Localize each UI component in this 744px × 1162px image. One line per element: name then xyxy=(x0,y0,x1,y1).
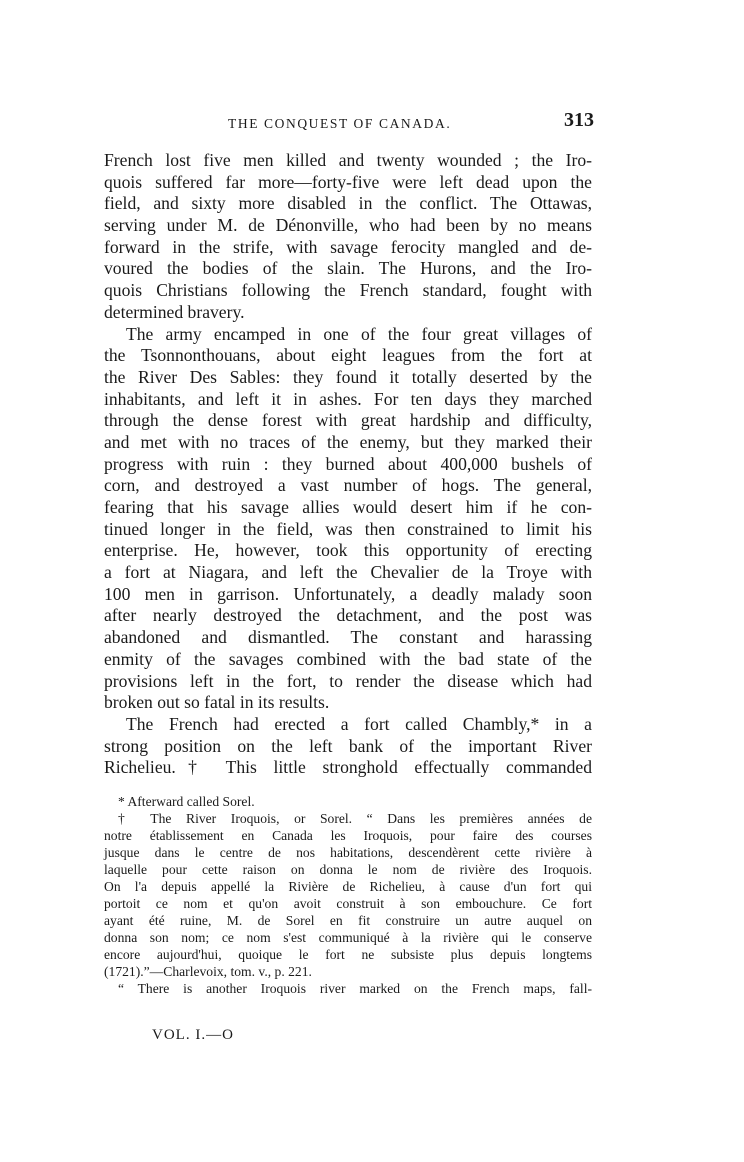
body-line: quois Christians following the French standard, fought with xyxy=(104,280,592,301)
body-line: the Tsonnonthouans, about eight leagues from the fort at xyxy=(104,345,592,366)
footnote-line: donna son nom; ce nom s'est communiqué à la rivière qui le conserve xyxy=(104,930,592,945)
body-line: enmity of the savages combined with the bad state of the xyxy=(104,648,592,669)
footnote-line: ayant été ruine, M. de Sorel en fit construire un autre auquel on xyxy=(104,913,592,928)
page-number: 313 xyxy=(564,109,594,131)
signature-mark: VOL. I.—O xyxy=(152,1027,234,1043)
body-line: field, and sixty more disabled in the conflict. The Ottawas, xyxy=(104,193,592,214)
running-title: THE CONQUEST OF CANADA. xyxy=(228,116,452,131)
body-line: a fort at Niagara, and left the Chevalier de la Troye with xyxy=(104,562,592,583)
body-line: tinued longer in the field, was then constrained to limit his xyxy=(104,518,592,539)
footnote-line: portoit ce nom et qu'on avoit construit à son embouchure. Ce fort xyxy=(104,896,592,911)
body-line: through the dense forest with great hardship and difficulty, xyxy=(104,410,592,431)
body-line: forward in the strife, with savage ferocity mangled and de- xyxy=(104,236,592,257)
body-line: serving under M. de Dénonville, who had been by no means xyxy=(104,215,592,236)
body-line: progress with ruin : they burned about 400,000 bushels of xyxy=(104,453,592,474)
body-text xyxy=(104,150,592,779)
footnote-line: † The River Iroquois, or Sorel. “ Dans les premières années de xyxy=(118,811,592,826)
footnote-line: “ There is another Iroquois river marked on the French maps, fall- xyxy=(118,981,592,996)
body-line: inhabitants, and left it in ashes. For ten days they marched xyxy=(104,388,592,409)
body-line: abandoned and dismantled. The constant and harassing xyxy=(104,627,592,648)
footnote-line: * Afterward called Sorel. xyxy=(118,794,255,809)
body-line: broken out so fatal in its results. xyxy=(104,692,330,713)
body-line: French lost five men killed and twenty wounded ; the Iro- xyxy=(104,150,592,170)
body-line: 100 men in garrison. Unfortunately, a deadly malady soon xyxy=(104,583,592,604)
footnote-line: encore aujourd'hui, quoique le fort ne subsiste plus depuis longtems xyxy=(104,947,592,962)
body-line: determined bravery. xyxy=(104,301,245,322)
body-line: and met with no traces of the enemy, but they marked their xyxy=(104,431,592,452)
footnote-line: notre établissement en Canada les Iroquois, pour faire des courses xyxy=(104,828,592,843)
body-line: after nearly destroyed the detachment, and the post was xyxy=(104,605,592,626)
body-line: Richelieu.† This little stronghold effectually commanded xyxy=(104,757,592,778)
body-line: quois suffered far more—forty-five were left dead upon the xyxy=(104,171,592,192)
body-line: provisions left in the fort, to render the disease which had xyxy=(104,670,592,691)
footnotes xyxy=(104,793,592,997)
body-line: strong position on the left bank of the important River xyxy=(104,735,592,756)
body-line: voured the bodies of the slain. The Hurons, and the Iro- xyxy=(104,258,592,279)
page-header xyxy=(104,109,594,138)
body-line: the River Des Sables: they found it totally deserted by the xyxy=(104,366,592,387)
footnote-line: laquelle pour cette raison on donna le nom de rivière des Iroquois. xyxy=(104,862,592,877)
body-line: enterprise. He, however, took this opportunity of erecting xyxy=(104,540,592,561)
footnote-line: jusque dans le centre de nos habitations, descendèrent cette rivière à xyxy=(104,845,592,860)
body-line: The army encamped in one of the four great villages of xyxy=(126,323,592,344)
footnote-line: On l'a depuis appellé la Rivière de Richelieu, à cause d'un fort qui xyxy=(104,879,592,894)
footnote-line: (1721).”—Charlevoix, tom. v., p. 221. xyxy=(104,964,312,979)
body-line: corn, and destroyed a vast number of hogs. The general, xyxy=(104,475,592,496)
body-line: fearing that his savage allies would desert him if he con- xyxy=(104,497,592,517)
body-line: The French had erected a fort called Chambly,* in a xyxy=(126,713,592,734)
